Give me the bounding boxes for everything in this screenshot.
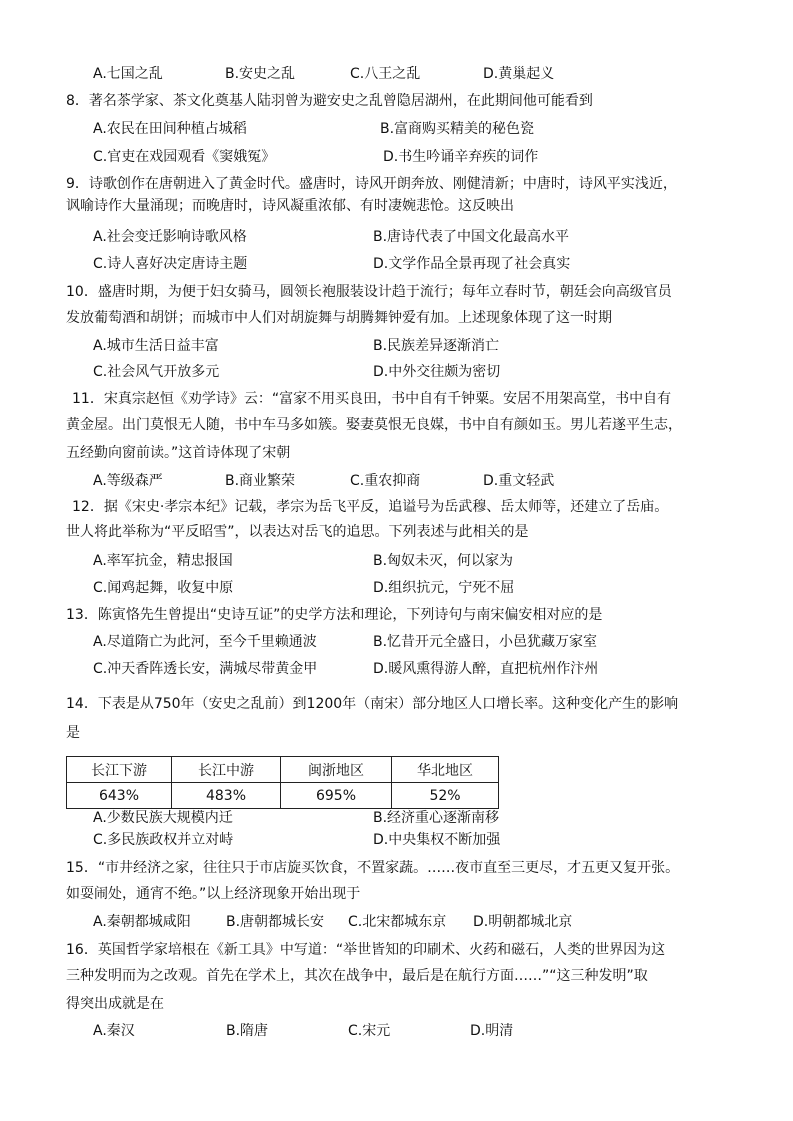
q10-option-d: D.中外交往颇为密切 xyxy=(373,364,501,380)
q14-stem-line-1: 14．下表是从750年（安史之乱前）到1200年（南宋）部分地区人口增长率。这种变化产生的影响 xyxy=(66,696,679,712)
q8-option-a: A.农民在田间种植占城稻 xyxy=(93,121,247,137)
table-header-cell: 闽浙地区 xyxy=(281,757,392,783)
q9-option-b: B.唐诗代表了中国文化最高水平 xyxy=(373,229,570,245)
q11-stem-line-1: 11．宋真宗赵恒《劝学诗》云：“富家不用买良田，书中自有千钟粟。安居不用架高堂，书中自有 xyxy=(72,391,672,407)
q8-option-b: B.富商购买精美的秘色瓷 xyxy=(380,121,535,137)
q16-option-d: D.明清 xyxy=(470,1023,514,1039)
q12-stem-line-2: 世人将此举称为“平反昭雪”，以表达对岳飞的追思。下列表述与此相关的是 xyxy=(66,524,529,540)
q10-option-a: A.城市生活日益丰富 xyxy=(93,338,219,354)
q11-option-c: C.重农抑商 xyxy=(350,473,421,489)
q15-stem-line-2: 如耍闹处，通宵不绝。”以上经济现象开始出现于 xyxy=(66,886,361,902)
q9-option-a: A.社会变迁影响诗歌风格 xyxy=(93,229,247,245)
q11-option-b: B.商业繁荣 xyxy=(225,473,296,489)
table-header-cell: 华北地区 xyxy=(392,757,499,783)
q14-option-c: C.多民族政权并立对峙 xyxy=(93,832,234,848)
table-header-row xyxy=(67,757,499,783)
q11-option-d: D.重文轻武 xyxy=(483,473,555,489)
q9-stem-line-1: 9．诗歌创作在唐朝进入了黄金时代。盛唐时，诗风开朗奔放、刚健清新；中唐时，诗风平实浅近， xyxy=(66,176,677,192)
q12-option-b: B.匈奴未灭，何以家为 xyxy=(373,553,514,569)
q7-option-b: B.安史之乱 xyxy=(225,66,296,82)
q14-stem-line-2: 是 xyxy=(66,725,80,741)
q12-option-c: C.闻鸡起舞，收复中原 xyxy=(93,580,234,596)
q9-option-d: D.文学作品全景再现了社会真实 xyxy=(373,256,571,272)
q15-option-b: B.唐朝都城长安 xyxy=(226,914,325,930)
q11-option-a: A.等级森严 xyxy=(93,473,163,489)
q12-stem-line-1: 12．据《宋史·孝宗本纪》记载，孝宗为岳飞平反，追谥号为岳武穆、岳太师等，还建立了岳庙。 xyxy=(72,499,669,515)
q11-stem-line-2: 黄金屋。出门莫恨无人随，书中车马多如簇。娶妻莫恨无良媒，书中自有颜如玉。男儿若遂平生志， xyxy=(66,417,682,433)
q10-stem-line-1: 10．盛唐时期，为便于妇女骑马，圆领长袍服装设计趋于流行；每年立春时节，朝廷会向高级官员 xyxy=(66,284,672,300)
q12-option-d: D.组织抗元，宁死不屈 xyxy=(373,580,515,596)
q16-stem-line-2: 三种发明而为之改观。首先在学术上，其次在战争中，最后是在航行方面……”“这三种发明”取 xyxy=(66,968,648,984)
q16-stem-line-1: 16．英国哲学家培根在《新工具》中写道：“举世皆知的印刷术、火药和磁石，人类的世界因为这 xyxy=(66,942,666,958)
q16-option-a: A.秦汉 xyxy=(93,1023,135,1039)
q10-option-c: C.社会风气开放多元 xyxy=(93,364,220,380)
q7-option-d: D.黄巢起义 xyxy=(483,66,555,82)
q13-stem: 13．陈寅恪先生曾提出“史诗互证”的史学方法和理论，下列诗句与南宋偏安相对应的是 xyxy=(66,607,603,623)
table-header-cell: 长江中游 xyxy=(172,757,281,783)
q13-option-a: A.尽道隋亡为此河，至今千里赖通波 xyxy=(93,634,317,650)
q14-option-b: B.经济重心逐渐南移 xyxy=(373,810,500,826)
q11-stem-line-3: 五经勤向窗前读。”这首诗体现了宋朝 xyxy=(66,445,291,461)
table-cell: 643% xyxy=(67,783,172,809)
q9-stem-line-2: 讽喻诗作大量涌现；而晚唐时，诗风凝重浓郁、有时凄婉悲怆。这反映出 xyxy=(66,198,514,214)
q10-stem-line-2: 发放葡萄酒和胡饼；而城市中人们对胡旋舞与胡腾舞钟爱有加。上述现象体现了这一时期 xyxy=(66,310,612,326)
q12-option-a: A.率军抗金，精忠报国 xyxy=(93,553,233,569)
q8-option-c: C.官吏在戏园观看《窦娥冤》 xyxy=(93,149,276,165)
q8-stem: 8．著名茶学家、茶文化奠基人陆羽曾为避安史之乱曾隐居湖州，在此期间他可能看到 xyxy=(66,93,593,109)
q13-option-c: C.冲天香阵透长安，满城尽带黄金甲 xyxy=(93,661,318,677)
q7-option-c: C.八王之乱 xyxy=(350,66,421,82)
q8-option-d: D.书生吟诵辛弃疾的词作 xyxy=(383,149,539,165)
q16-option-c: C.宋元 xyxy=(348,1023,391,1039)
table-cell: 695% xyxy=(281,783,392,809)
q10-option-b: B.民族差异逐渐消亡 xyxy=(373,338,500,354)
table-cell: 52% xyxy=(392,783,499,809)
q13-option-d: D.暖风熏得游人醉，直把杭州作汴州 xyxy=(373,661,599,677)
table-cell: 483% xyxy=(172,783,281,809)
q13-option-b: B.忆昔开元全盛日，小邑犹藏万家室 xyxy=(373,634,598,650)
table-header-cell: 长江下游 xyxy=(67,757,172,783)
q15-option-a: A.秦朝都城咸阳 xyxy=(93,914,191,930)
q14-option-a: A.少数民族大规模内迁 xyxy=(93,810,233,826)
population-growth-table xyxy=(66,756,499,809)
q16-stem-line-3: 得突出成就是在 xyxy=(66,996,164,1012)
q9-option-c: C.诗人喜好决定唐诗主题 xyxy=(93,256,248,272)
q14-option-d: D.中央集权不断加强 xyxy=(373,832,501,848)
q15-option-c: C.北宋都城东京 xyxy=(348,914,447,930)
table-row xyxy=(67,783,499,809)
q16-option-b: B.隋唐 xyxy=(226,1023,269,1039)
q15-stem-line-1: 15．“市井经济之家，往往只于市店旋买饮食，不置家蔬。……夜市直至三更尽，才五更又复开张。 xyxy=(66,860,680,876)
q15-option-d: D.明朝都城北京 xyxy=(473,914,573,930)
q7-option-a: A.七国之乱 xyxy=(93,66,163,82)
